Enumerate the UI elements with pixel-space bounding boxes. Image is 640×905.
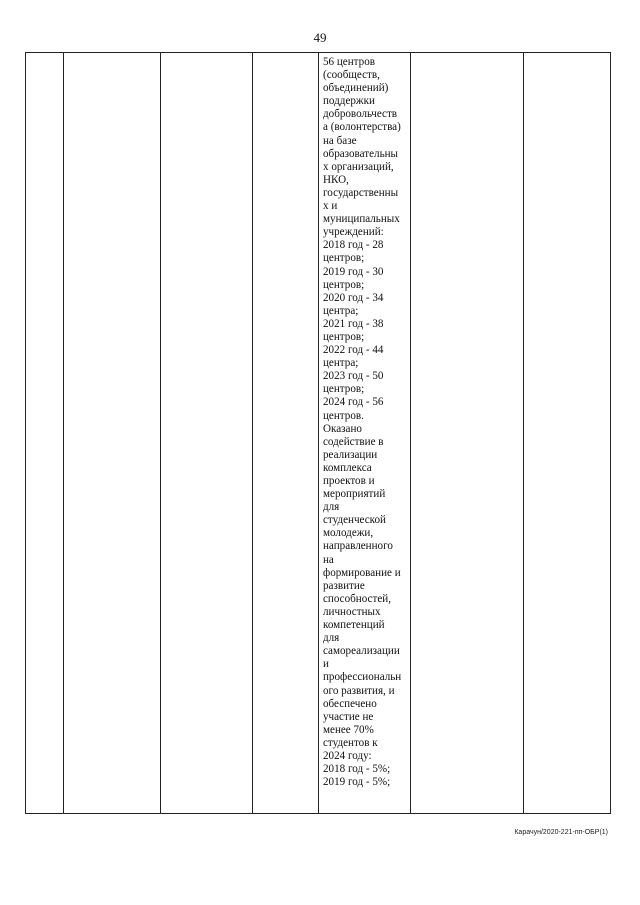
table-cell-line: поддержки xyxy=(323,95,375,108)
table-cell-line: образовательны xyxy=(323,147,399,160)
table-cell-line: студентов к xyxy=(323,736,378,749)
table-cell-line: объединений) xyxy=(323,82,389,95)
table-cell-line: центра; xyxy=(323,304,359,317)
table-cell-line: х организаций, xyxy=(323,160,394,173)
table-cell-line: 2018 год - 28 xyxy=(323,239,384,252)
table-column-divider xyxy=(63,53,64,813)
table-cell-line: х и xyxy=(323,200,338,213)
table-cell-line: 2019 год - 30 xyxy=(323,265,384,278)
table-cell-line: мероприятий xyxy=(323,488,386,501)
table-cell-line: НКО, xyxy=(323,173,349,186)
table-cell-line: проектов и xyxy=(323,475,375,487)
table-cell-line: студенческой xyxy=(323,514,386,527)
table-cell-line: комплекса xyxy=(323,461,372,474)
table-cell-text xyxy=(323,56,411,789)
table-cell-line: муниципальных xyxy=(323,213,400,226)
table-cell-line: на базе xyxy=(323,134,357,147)
table-cell-line: 56 центров xyxy=(323,56,375,68)
table-cell-line: содействие в xyxy=(323,435,384,448)
table-cell-line: самореализации xyxy=(323,645,400,658)
table-column-divider xyxy=(252,53,253,813)
table-cell-line: 2018 год - 5%; xyxy=(323,763,391,776)
table-cell-line: молодежи, xyxy=(323,527,374,540)
table-cell-line: 2022 год - 44 xyxy=(323,344,384,357)
table-cell-line: учреждений: xyxy=(323,226,384,239)
table-column-divider xyxy=(160,53,161,813)
table-cell-line: государственны xyxy=(323,186,399,199)
document-table xyxy=(25,52,611,814)
table-cell-line: реализации xyxy=(323,448,378,461)
table-cell-line: центров. xyxy=(323,409,364,422)
table-cell-line: центров; xyxy=(323,278,365,291)
table-cell-line: 2020 год - 34 xyxy=(323,291,384,304)
table-cell-line: а (волонтерства) xyxy=(323,121,401,134)
table-cell-line: формирование и xyxy=(323,566,401,579)
table-cell-line: менее 70% xyxy=(323,723,374,736)
table-cell-line: центров; xyxy=(323,330,365,343)
table-cell-line: 2019 год - 5%; xyxy=(323,776,391,789)
table-cell-line: и xyxy=(323,658,329,671)
table-cell-line: 2024 году: xyxy=(323,749,372,762)
table-cell-line: на xyxy=(323,553,334,566)
table-cell-line: компетенций xyxy=(323,619,385,632)
table-cell-line: развитие xyxy=(323,579,365,592)
table-cell-line: направленного xyxy=(323,540,393,553)
table-cell-line: для xyxy=(323,632,340,645)
table-cell-line: Оказано xyxy=(323,422,362,435)
table-cell-line: способностей, xyxy=(323,592,391,605)
table-cell-line: личностных xyxy=(323,605,381,618)
table-cell-line: ого развития, и xyxy=(323,684,395,697)
table-cell-line: (сообществ, xyxy=(323,69,380,82)
table-cell-line: центров; xyxy=(323,383,365,396)
table-column-divider xyxy=(523,53,524,813)
table-column-divider xyxy=(318,53,319,813)
table-cell-line: 2024 год - 56 xyxy=(323,396,384,409)
table-cell-line: для xyxy=(323,501,340,514)
table-cell-line: 2021 год - 38 xyxy=(323,317,384,330)
table-cell-line: центра; xyxy=(323,357,359,370)
table-cell-line: профессиональн xyxy=(323,671,402,684)
table-cell-line: обеспечено xyxy=(323,697,377,710)
page-number: 49 xyxy=(313,30,327,45)
table-cell-line: центров; xyxy=(323,252,365,265)
footer-reference: Карачун/2020-221-пп-ОБР(1) xyxy=(514,829,608,836)
table-cell-line: 2023 год - 50 xyxy=(323,370,384,383)
table-cell-line: участие не xyxy=(323,710,374,723)
table-cell-line: добровольчеств xyxy=(323,108,398,121)
